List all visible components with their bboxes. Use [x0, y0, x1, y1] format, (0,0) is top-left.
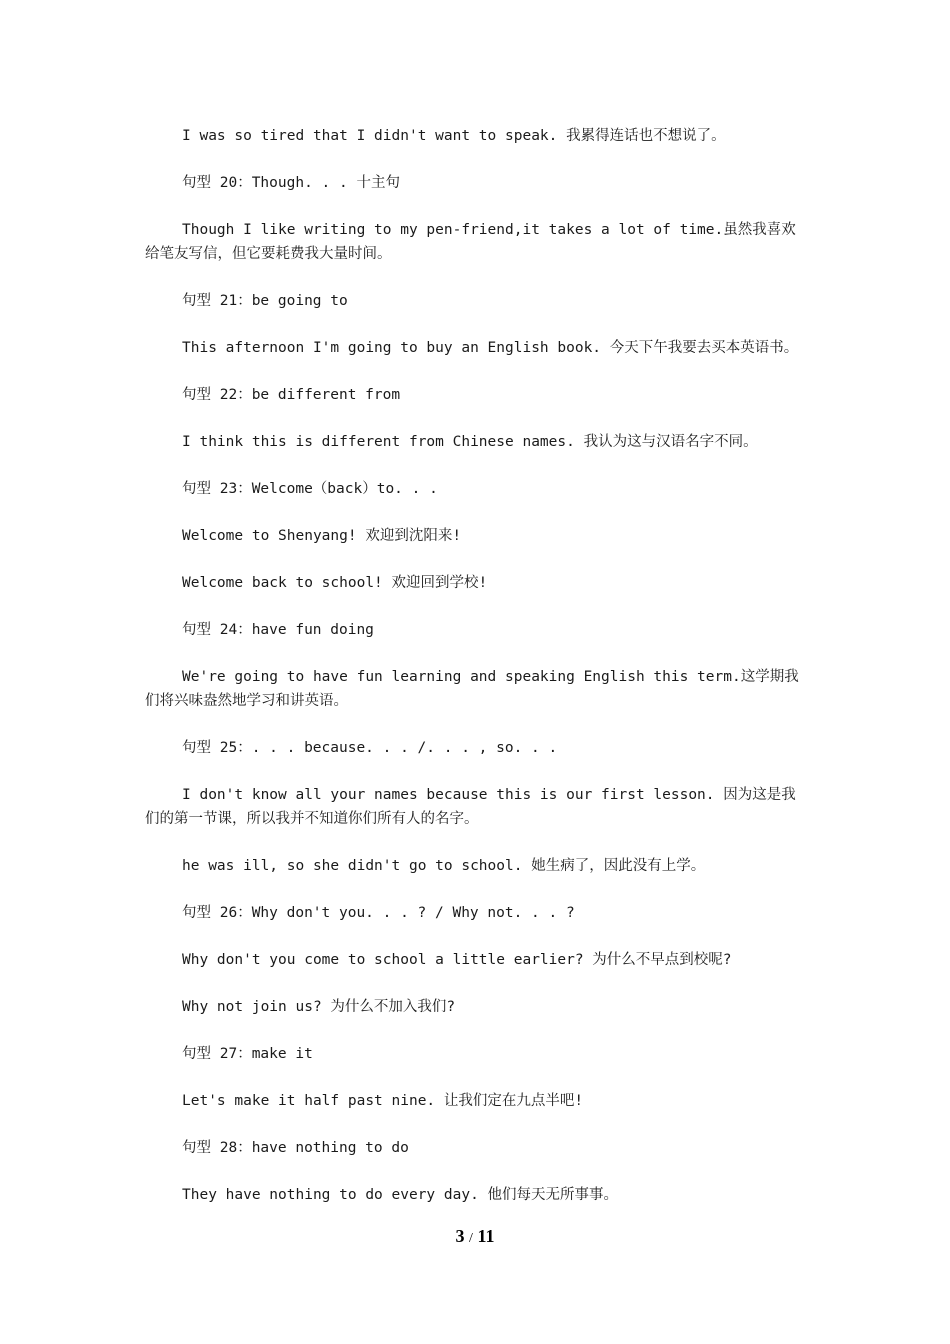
example-sentence: Welcome to Shenyang! 欢迎到沈阳来! [182, 528, 462, 544]
example-sentence: Though I like writing to my pen-friend,it takes a lot of time.虽然我喜欢给笔友写信，但它要耗费我大量时间。 [145, 222, 796, 262]
example-sentence: This afternoon I'm going to buy an English book. 今天下午我要去买本英语书。 [182, 340, 799, 356]
pattern-heading: 句型 26：Why don't you. . . ? / Why not. . . ? [182, 905, 575, 921]
example-sentence: Why don't you come to school a little earlier? 为什么不早点到校呢? [182, 952, 732, 968]
pattern-heading: 句型 25：. . . because. . . /. . . , so. . . [182, 740, 558, 756]
example-sentence: he was ill, so she didn't go to school. 她生病了，因此没有上学。 [182, 858, 706, 874]
pattern-heading: 句型 28：have nothing to do [182, 1140, 409, 1156]
example-sentence: Welcome back to school! 欢迎回到学校! [182, 575, 488, 591]
example-sentence: I don't know all your names because this is our first lesson. 因为这是我们的第一节课，所以我并不知道你们所有人的名字。 [145, 787, 796, 827]
pattern-heading: 句型 22：be different from [182, 387, 401, 403]
pattern-heading: 句型 23：Welcome（back）to. . . [182, 481, 438, 497]
example-sentence: We're going to have fun learning and speaking English this term.这学期我们将兴味盎然地学习和讲英语。 [145, 669, 799, 709]
page-total: 11 [477, 1226, 495, 1246]
page-separator: / [469, 1231, 473, 1246]
example-sentence: Let's make it half past nine. 让我们定在九点半吧! [182, 1093, 584, 1109]
page-number [0, 1226, 950, 1247]
example-sentence: Why not join us? 为什么不加入我们? [182, 999, 456, 1015]
page-current: 3 [455, 1226, 465, 1246]
document-body [145, 124, 810, 1230]
pattern-heading: 句型 27：make it [182, 1046, 313, 1062]
pattern-heading: 句型 21：be going to [182, 293, 348, 309]
example-sentence: I was so tired that I didn't want to speak. 我累得连话也不想说了。 [182, 128, 726, 144]
example-sentence: They have nothing to do every day. 他们每天无所事事。 [182, 1187, 619, 1203]
pattern-heading: 句型 20：Though. . . 十主句 [182, 175, 400, 191]
pattern-heading: 句型 24：have fun doing [182, 622, 374, 638]
example-sentence: I think this is different from Chinese names. 我认为这与汉语名字不同。 [182, 434, 758, 450]
